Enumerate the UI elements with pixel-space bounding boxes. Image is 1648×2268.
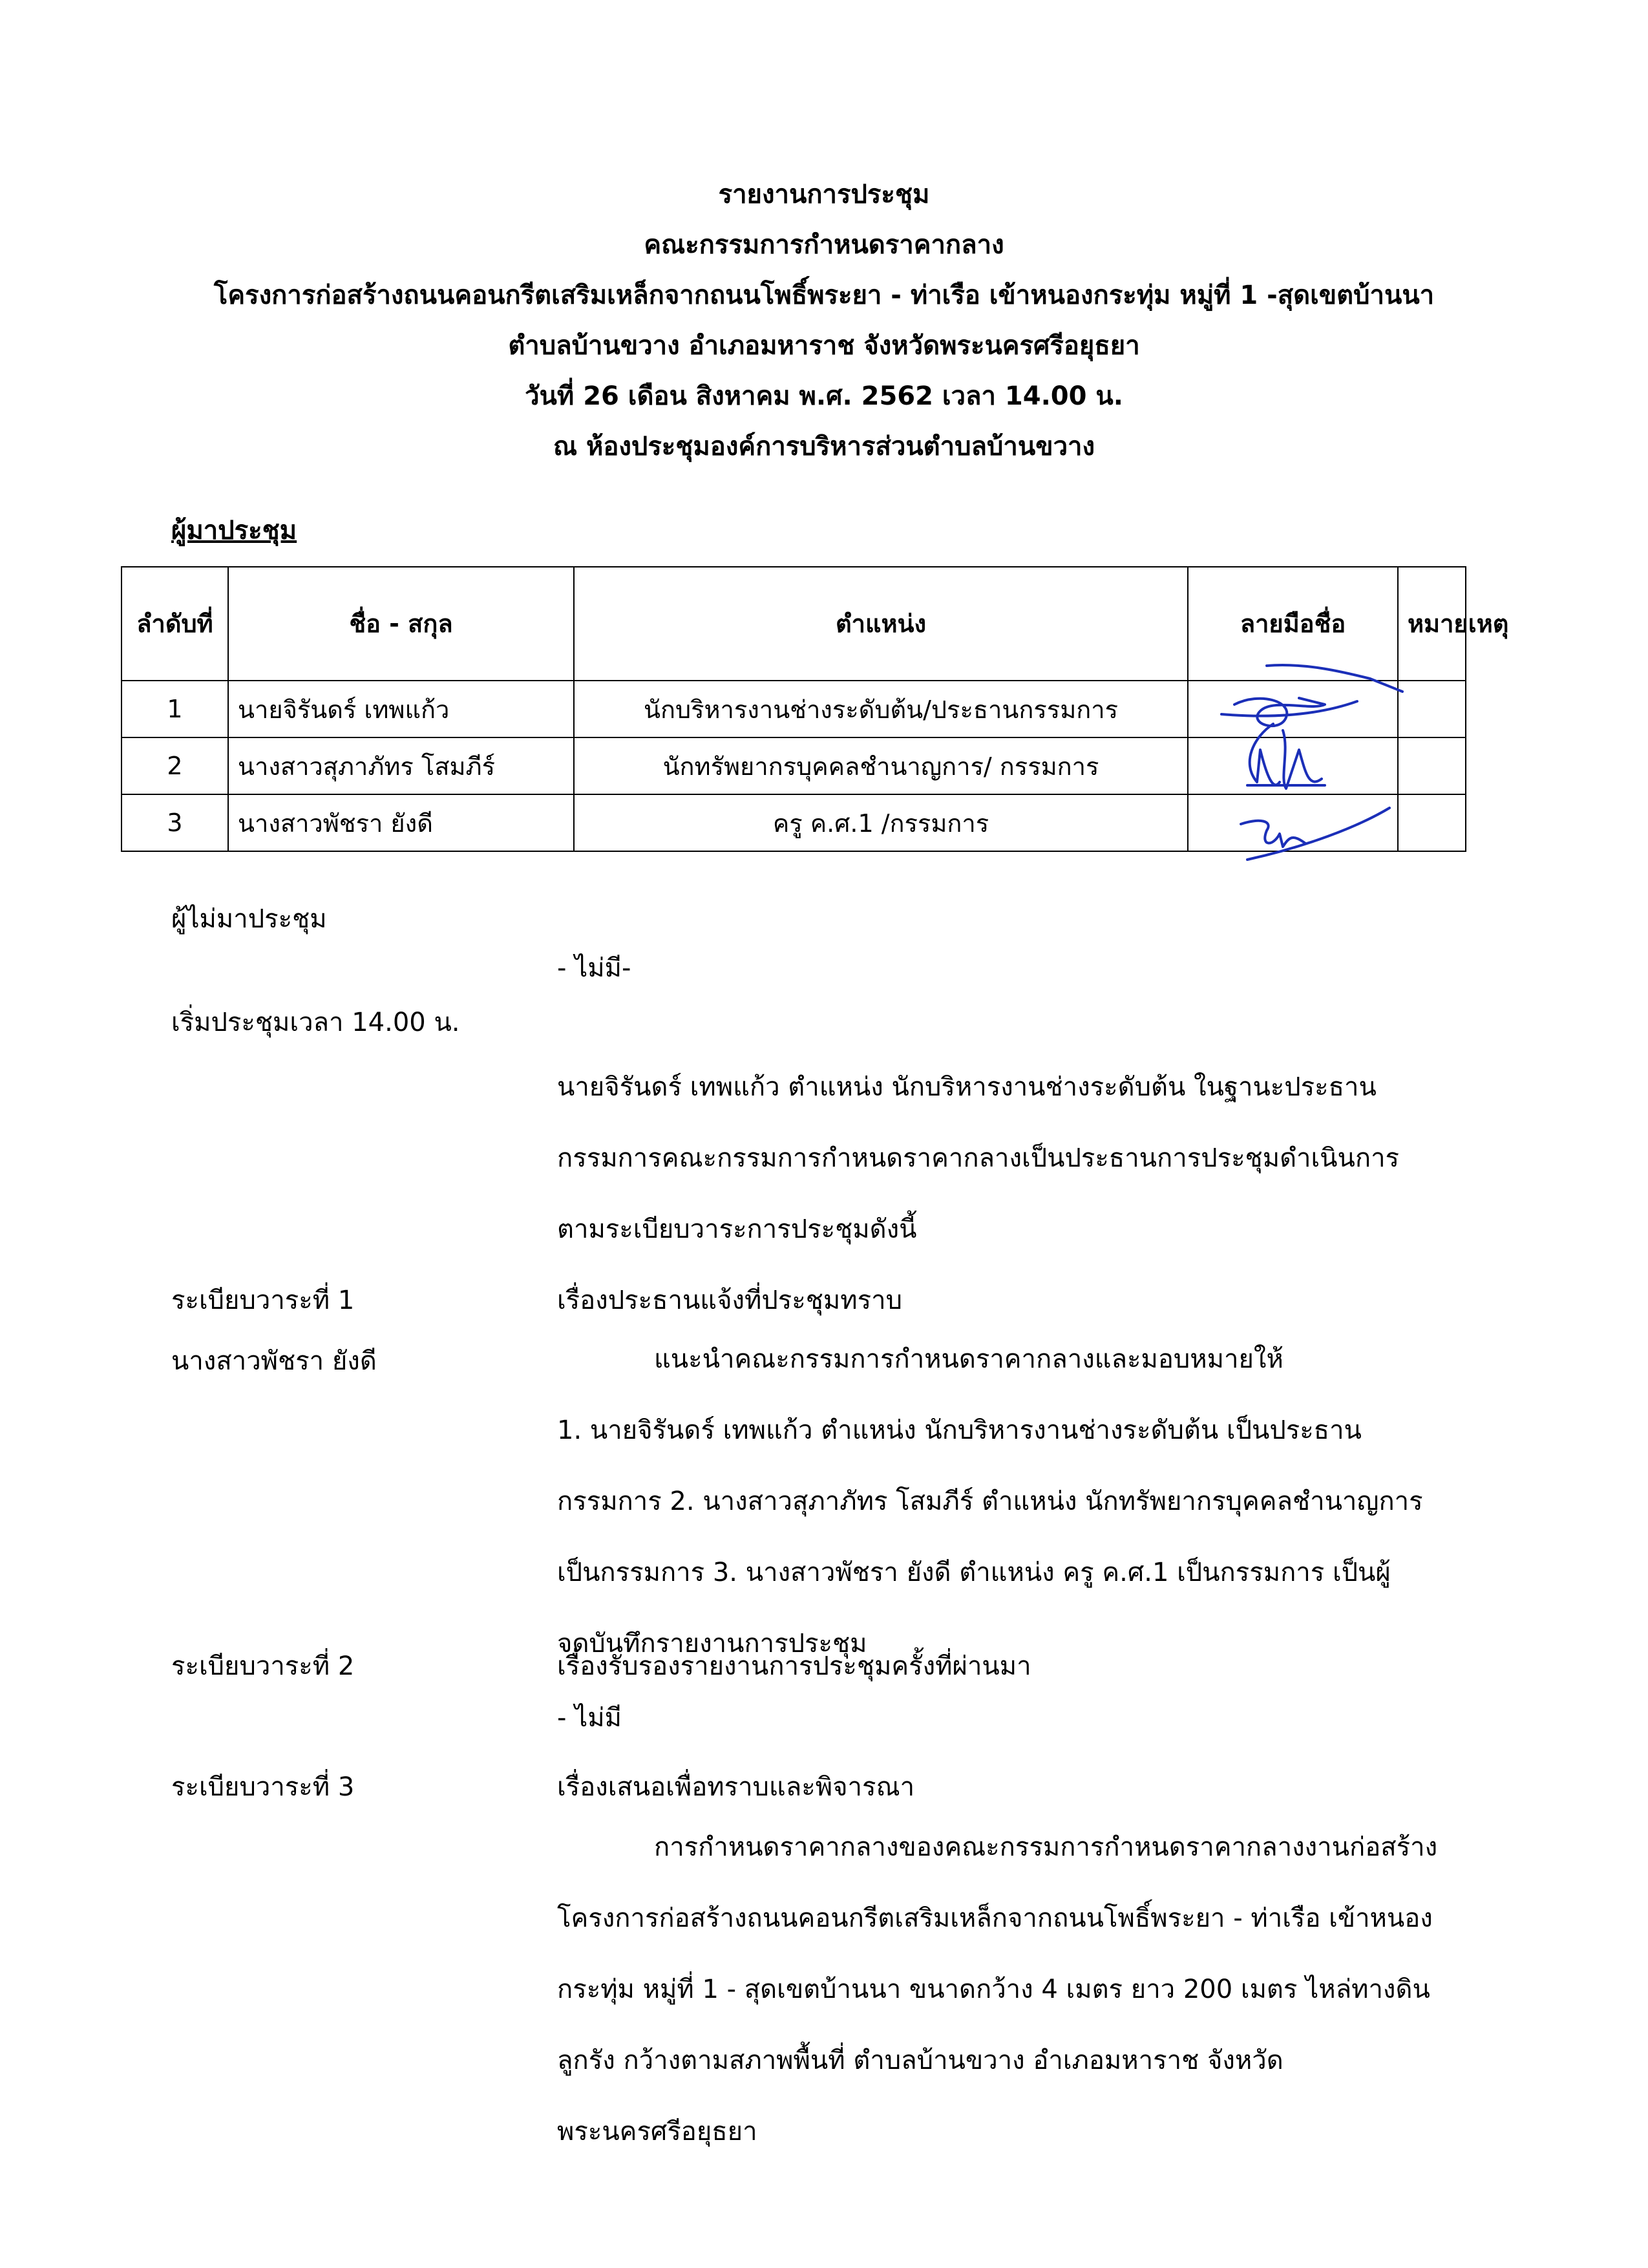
row-name: นางสาวสุภาภัทร โสมภีร์ xyxy=(228,737,574,794)
agenda3-body xyxy=(557,1812,1437,2167)
row-signature xyxy=(1188,737,1398,794)
agenda3-line: พระนครศรีอยุธยา xyxy=(557,2117,757,2146)
agenda3-title: เรื่องเสนอเพื่อทราบและพิจารณา xyxy=(557,1772,915,1802)
agenda3-line: ลูกรัง กว้างตามสภาพพื้นที่ ตำบลบ้านขวาง อำเภอมหาราช จังหวัด xyxy=(557,2046,1284,2075)
col-header-no: ลำดับที่ xyxy=(121,567,228,681)
agenda2-label: ระเบียบวาระที่ 2 xyxy=(171,1651,355,1681)
agenda1-line: กรรมการ 2. นางสาวสุภาภัทร โสมภีร์ ตำแหน่ง นักทรัพยากรบุคคลชำนาญการ xyxy=(557,1487,1423,1516)
agenda1-body xyxy=(557,1324,1423,1679)
row-no: 3 xyxy=(121,794,228,851)
row-name: นางสาวพัชรา ยังดี xyxy=(228,794,574,851)
row-name: นายจิรันดร์ เทพแก้ว xyxy=(228,681,574,737)
agenda1-line: เป็นกรรมการ 3. นางสาวพัชรา ยังดี ตำแหน่ง ครู ค.ศ.1 เป็นกรรมการ เป็นผู้ xyxy=(557,1558,1391,1587)
absent-label: ผู้ไม่มาประชุม xyxy=(171,904,327,934)
agenda1-title: เรื่องประธานแจ้งที่ประชุมทราบ xyxy=(557,1286,902,1315)
row-remark xyxy=(1398,737,1466,794)
row-no: 2 xyxy=(121,737,228,794)
meeting-venue: ณ ห้องประชุมองค์การบริหารส่วนตำบลบ้านขวาง xyxy=(553,432,1095,461)
col-header-remark: หมายเหตุ xyxy=(1398,567,1466,681)
project-name: โครงการก่อสร้างถนนคอนกรีตเสริมเหล็กจากถนนโพธิ์พระยา - ท่าเรือ เข้าหนองกระทุ่ม หมู่ที่ 1 -สุดเขตบ้านนา xyxy=(213,281,1435,310)
agenda3-line: กระทุ่ม หมู่ที่ 1 - สุดเขตบ้านนา ขนาดกว้าง 4 เมตร ยาว 200 เมตร ไหล่ทางดิน xyxy=(557,1975,1430,2004)
start-time-label: เริ่มประชุมเวลา 14.00 น. xyxy=(171,1008,460,1037)
agenda2-note: - ไม่มี xyxy=(557,1703,622,1733)
meeting-date: วันที่ 26 เดือน สิงหาคม พ.ศ. 2562 เวลา 14.00 น. xyxy=(525,381,1123,411)
col-header-name: ชื่อ - สกุล xyxy=(228,567,574,681)
agenda3-label: ระเบียบวาระที่ 3 xyxy=(171,1772,355,1802)
opening-paragraph xyxy=(557,1052,1399,1265)
table-row xyxy=(121,794,1466,851)
row-position: ครู ค.ศ.1 /กรรมการ xyxy=(574,794,1188,851)
agenda1-speaker: นางสาวพัชรา ยังดี xyxy=(171,1346,377,1376)
row-position: นักบริหารงานช่างระดับต้น/ประธานกรรมการ xyxy=(574,681,1188,737)
row-position: นักทรัพยากรบุคคลชำนาญการ/ กรรมการ xyxy=(574,737,1188,794)
agenda2-title: เรื่องรับรองรายงานการประชุมครั้งที่ผ่านมา xyxy=(557,1651,1031,1681)
agenda1-line: 1. นายจิรันดร์ เทพแก้ว ตำแหน่ง นักบริหารงานช่างระดับต้น เป็นประธาน xyxy=(557,1415,1362,1445)
report-title: รายงานการประชุม xyxy=(718,180,930,209)
row-remark xyxy=(1398,681,1466,737)
agenda3-line: การกำหนดราคากลางของคณะกรรมการกำหนดราคากลางงานก่อสร้าง xyxy=(654,1832,1438,1862)
row-remark xyxy=(1398,794,1466,851)
table-row xyxy=(121,737,1466,794)
opening-line: กรรมการคณะกรรมการกำหนดราคากลางเป็นประธานการประชุมดำเนินการ xyxy=(557,1143,1400,1173)
attendees-table xyxy=(121,566,1509,852)
absent-value: - ไม่มี- xyxy=(557,953,631,983)
document-header xyxy=(0,169,1648,472)
attendees-heading: ผู้มาประชุม xyxy=(171,516,297,546)
agenda3-line: โครงการก่อสร้างถนนคอนกรีตเสริมเหล็กจากถนนโพธิ์พระยา - ท่าเรือ เข้าหนอง xyxy=(557,1903,1433,1933)
committee-name: คณะกรรมการกำหนดราคากลาง xyxy=(644,230,1004,260)
col-header-position: ตำแหน่ง xyxy=(574,567,1188,681)
row-signature xyxy=(1188,794,1398,851)
opening-line: ตามระเบียบวาระการประชุมดังนี้ xyxy=(557,1214,917,1244)
agenda1-line: จดบันทึกรายงานการประชุม xyxy=(557,1629,867,1659)
col-header-signature: ลายมือชื่อ xyxy=(1188,567,1398,681)
agenda1-label: ระเบียบวาระที่ 1 xyxy=(171,1286,355,1315)
opening-line: นายจิรันดร์ เทพแก้ว ตำแหน่ง นักบริหารงานช่างระดับต้น ในฐานะประธาน xyxy=(557,1072,1377,1102)
table-header-row xyxy=(121,567,1466,681)
row-signature xyxy=(1188,681,1398,737)
row-no: 1 xyxy=(121,681,228,737)
agenda1-line: แนะนำคณะกรรมการกำหนดราคากลางและมอบหมายให้ xyxy=(654,1344,1284,1374)
table-row xyxy=(121,681,1466,737)
project-location: ตำบลบ้านขวาง อำเภอมหาราช จังหวัดพระนครศรีอยุธยา xyxy=(508,331,1140,361)
